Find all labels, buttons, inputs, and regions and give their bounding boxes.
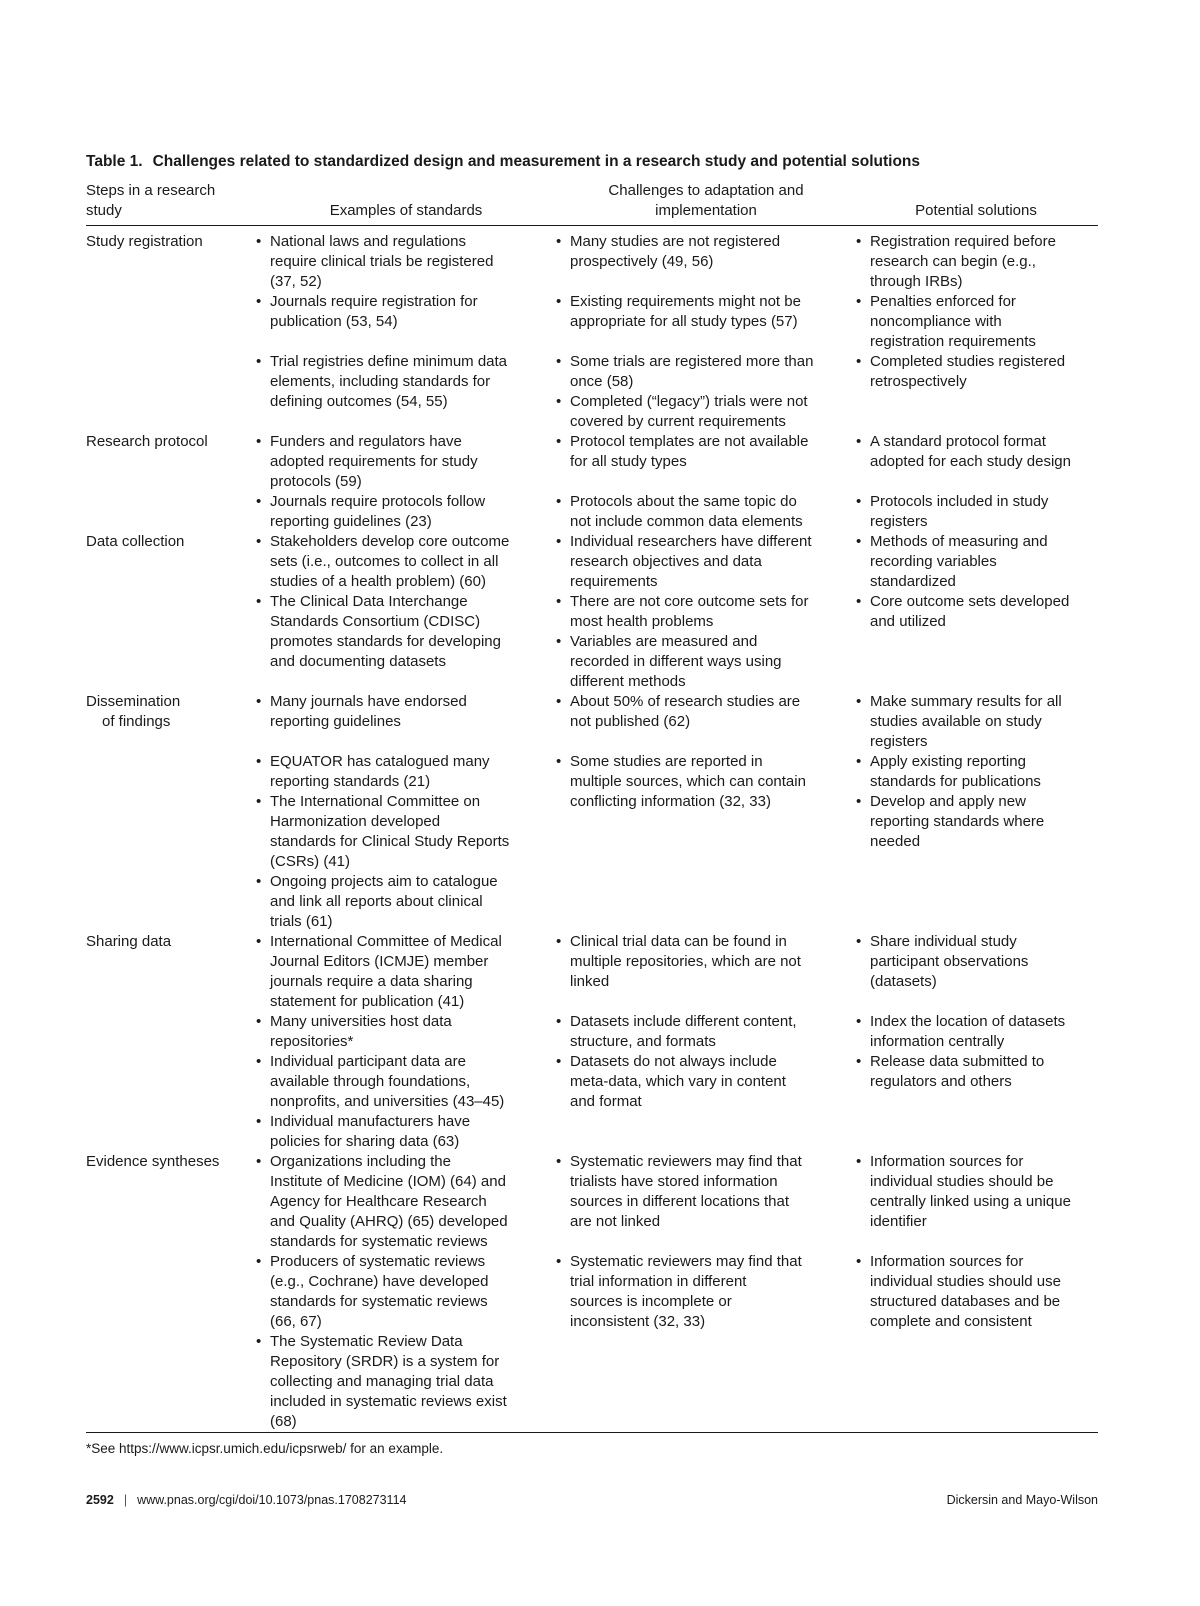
bullet-icon: • (856, 1053, 862, 1070)
challenge-item: • There are not core outcome sets for most health problems (556, 593, 809, 630)
example-item: • Individual manufacturers have policies for sharing data (63) (256, 1113, 471, 1150)
bullet-icon: • (556, 1053, 562, 1070)
solution-item: • Protocols included in study registers (856, 493, 1049, 530)
bullet-icon: • (556, 353, 562, 370)
bullet-icon: • (556, 293, 562, 310)
challenge-item: • Some trials are registered more than once (58) (556, 353, 814, 390)
header-challenges: Challenges to adaptation and implementation (608, 182, 804, 219)
table-footnote: *See https://www.icpsr.umich.edu/icpsrweb/ for an example. (86, 1441, 444, 1456)
example-item: • International Committee of Medical Journal Editors (ICMJE) member journals require a data sharing statement for publication (41) (256, 933, 502, 1010)
table-row (86, 432, 1098, 532)
bullet-icon: • (256, 753, 262, 770)
bullet-icon: • (856, 933, 862, 950)
bullet-icon: • (856, 693, 862, 710)
solution-item: • Information sources for individual studies should be centrally linked using a unique identifier (856, 1153, 1071, 1230)
bullet-icon: • (256, 1333, 262, 1350)
solution-item: • Information sources for individual studies should use structured databases and be complete and consistent (856, 1253, 1061, 1330)
bullet-icon: • (256, 533, 262, 550)
bullet-icon: • (856, 1253, 862, 1270)
bullet-icon: • (556, 753, 562, 770)
bullet-icon: • (856, 533, 862, 550)
header-examples: Examples of standards (329, 202, 483, 219)
solution-item: • Completed studies registered retrospectively (856, 353, 1066, 390)
step-label: Study registration (86, 233, 203, 250)
bullet-icon: • (856, 493, 862, 510)
example-item: • National laws and regulations require clinical trials be registered (37, 52) (256, 233, 494, 290)
step-label: Evidence syntheses (86, 1153, 220, 1170)
example-item: • Many journals have endorsed reporting guidelines (256, 693, 467, 730)
bullet-icon: • (856, 753, 862, 770)
doi-link[interactable]: www.pnas.org/cgi/doi/10.1073/pnas.1708273114 (137, 1493, 407, 1507)
solution-item: • Release data submitted to regulators and others (856, 1053, 1045, 1090)
table-row (86, 532, 1098, 692)
bullet-icon: • (556, 593, 562, 610)
bullet-icon: • (556, 433, 562, 450)
bullet-icon: • (556, 233, 562, 250)
bullet-icon: • (256, 1113, 262, 1130)
solution-item: • Penalties enforced for noncompliance with registration requirements (856, 293, 1036, 350)
challenge-item: • Completed (“legacy”) trials were not covered by current requirements (556, 393, 808, 430)
table-row (86, 1152, 1098, 1432)
footer-separator: | (123, 1493, 128, 1507)
table-title: Challenges related to standardized design and measurement in a research study and potential solutions (152, 153, 921, 170)
solution-item: • A standard protocol format adopted for each study design (856, 433, 1071, 470)
challenge-item: • Systematic reviewers may find that trialists have stored information sources in different locations that are not linked (556, 1153, 802, 1230)
bullet-icon: • (556, 1253, 562, 1270)
bullet-icon: • (556, 933, 562, 950)
bullet-icon: • (256, 353, 262, 370)
bullet-icon: • (556, 693, 562, 710)
challenge-item: • Some studies are reported in multiple sources, which can contain conflicting information (32, 33) (556, 753, 806, 810)
bullet-icon: • (556, 493, 562, 510)
bullet-icon: • (256, 433, 262, 450)
solution-item: • Share individual study participant observations (datasets) (856, 933, 1029, 990)
table-row (86, 232, 1098, 432)
table-label: Table 1. (86, 153, 143, 170)
example-item: • The International Committee on Harmonization developed standards for Clinical Study Reports (CSRs) (41) (256, 793, 510, 870)
challenge-item: • Clinical trial data can be found in multiple repositories, which are not linked (556, 933, 801, 990)
bullet-icon: • (256, 873, 262, 890)
step-label: Research protocol (86, 433, 208, 450)
page-footer (86, 1493, 1098, 1507)
solution-item: • Index the location of datasets information centrally (856, 1013, 1066, 1050)
challenge-item: • Many studies are not registered prospectively (49, 56) (556, 233, 781, 270)
example-item: • Ongoing projects aim to catalogue and link all reports about clinical trials (61) (256, 873, 498, 930)
example-item: • Journals require registration for publication (53, 54) (256, 293, 478, 330)
bullet-icon: • (256, 593, 262, 610)
bullet-icon: • (256, 793, 262, 810)
bullet-icon: • (856, 1013, 862, 1030)
example-item: • Stakeholders develop core outcome sets (i.e., outcomes to collect in all studies of a health problem) (60) (256, 533, 510, 590)
table-row (86, 932, 1098, 1152)
bullet-icon: • (856, 233, 862, 250)
solution-item: • Apply existing reporting standards for publications (856, 753, 1041, 790)
example-item: • Trial registries define minimum data elements, including standards for defining outcomes (54, 55) (256, 353, 508, 410)
example-item: • Organizations including the Institute of Medicine (IOM) (64) and Agency for Healthcare Research and Quality (AHRQ) (65) developed standards for systematic reviews (256, 1153, 508, 1250)
solution-item: • Registration required before research can begin (e.g., through IRBs) (856, 233, 1056, 290)
bullet-icon: • (556, 633, 562, 650)
bullet-icon: • (256, 493, 262, 510)
solution-item: • Develop and apply new reporting standards where needed (856, 793, 1045, 850)
challenge-item: • Systematic reviewers may find that trial information in different sources is incomplete or inconsistent (32, 33) (556, 1253, 802, 1330)
bullet-icon: • (856, 593, 862, 610)
step-label: Sharing data (86, 933, 172, 950)
example-item: • Funders and regulators have adopted requirements for study protocols (59) (256, 433, 478, 490)
table-header (86, 181, 1098, 225)
bullet-icon: • (556, 393, 562, 410)
challenge-item: • Individual researchers have different research objectives and data requirements (556, 533, 812, 590)
solution-item: • Methods of measuring and recording variables standardized (856, 533, 1048, 590)
bullet-icon: • (256, 933, 262, 950)
challenge-item: • Datasets do not always include meta-data, which vary in content and format (556, 1053, 786, 1110)
bullet-icon: • (856, 1153, 862, 1170)
table-body (86, 232, 1098, 1432)
header-solutions: Potential solutions (915, 202, 1037, 219)
bullet-icon: • (256, 293, 262, 310)
example-item: • The Clinical Data Interchange Standards Consortium (CDISC) promotes standards for developing and documenting datasets (256, 593, 501, 670)
step-label: Data collection (86, 533, 185, 550)
page-number: 2592 (86, 1493, 114, 1507)
bullet-icon: • (856, 353, 862, 370)
challenge-item: • Variables are measured and recorded in different ways using different methods (556, 633, 782, 690)
footer-authors: Dickersin and Mayo-Wilson (946, 1493, 1098, 1507)
table-caption (86, 153, 1098, 171)
step-label: Dissemination of findings (86, 693, 181, 730)
challenge-item: • Protocol templates are not available for all study types (556, 433, 809, 470)
bullet-icon: • (256, 233, 262, 250)
header-rule (86, 225, 1098, 226)
challenge-item: • Existing requirements might not be appropriate for all study types (57) (556, 293, 801, 330)
solution-item: • Core outcome sets developed and utilized (856, 593, 1070, 630)
bullet-icon: • (556, 533, 562, 550)
bullet-icon: • (556, 1013, 562, 1030)
bullet-icon: • (256, 1153, 262, 1170)
example-item: • Producers of systematic reviews (e.g., Cochrane) have developed standards for systematic reviews (66, 67) (256, 1253, 489, 1330)
header-steps: Steps in a research study (86, 182, 216, 219)
example-item: • The Systematic Review Data Repository (SRDR) is a system for collecting and managing trial data included in systematic reviews exist (68) (256, 1333, 507, 1430)
bullet-icon: • (856, 793, 862, 810)
bullet-icon: • (856, 433, 862, 450)
bullet-icon: • (256, 1013, 262, 1030)
challenge-item: • About 50% of research studies are not published (62) (556, 693, 801, 730)
example-item: • EQUATOR has catalogued many reporting standards (21) (256, 753, 490, 790)
example-item: • Journals require protocols follow reporting guidelines (23) (256, 493, 486, 530)
bullet-icon: • (256, 1253, 262, 1270)
challenge-item: • Datasets include different content, structure, and formats (556, 1013, 797, 1050)
table-bottom-rule (86, 1432, 1098, 1433)
example-item: • Many universities host data repositories* (256, 1013, 452, 1050)
table-row (86, 692, 1098, 932)
bullet-icon: • (256, 693, 262, 710)
example-item: • Individual participant data are available through foundations, nonprofits, and universities (43–45) (256, 1053, 505, 1110)
bullet-icon: • (556, 1153, 562, 1170)
bullet-icon: • (256, 1053, 262, 1070)
challenge-item: • Protocols about the same topic do not include common data elements (556, 493, 803, 530)
bullet-icon: • (856, 293, 862, 310)
solution-item: • Make summary results for all studies available on study registers (856, 693, 1062, 750)
